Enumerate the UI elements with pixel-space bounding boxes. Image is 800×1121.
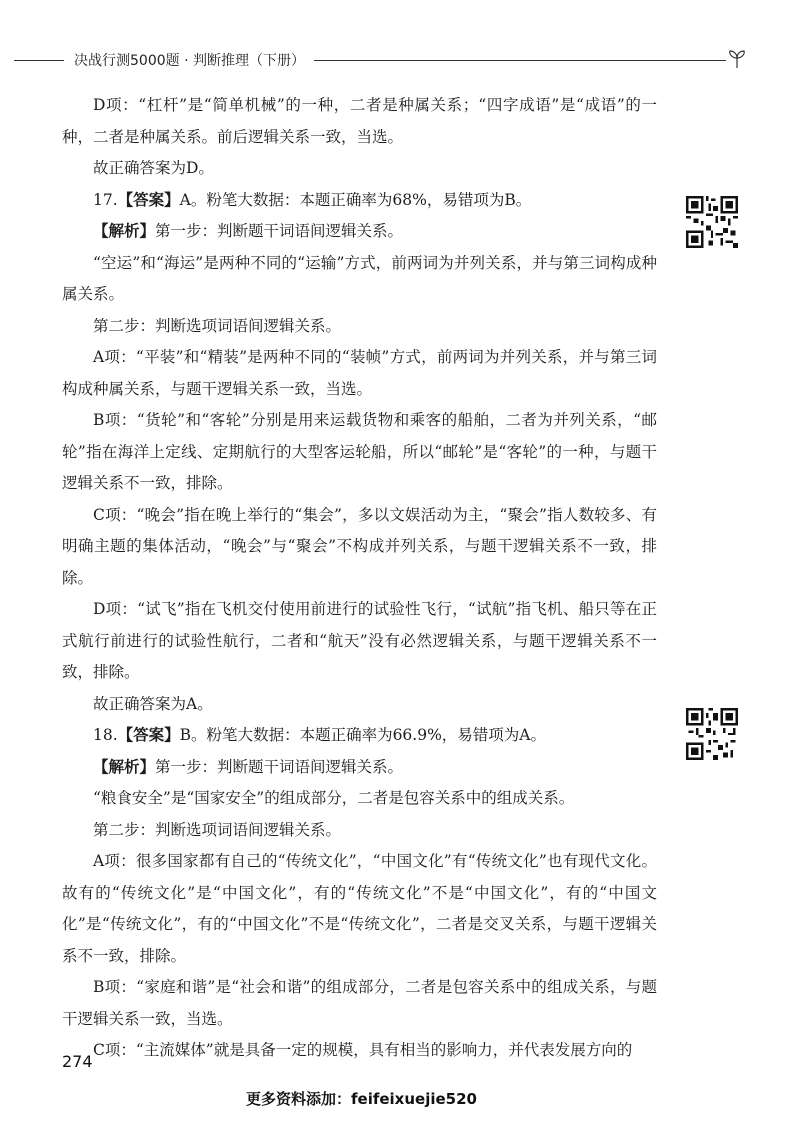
paragraph: “粮食安全”是“国家安全”的组成部分，二者是包容关系中的组成关系。 xyxy=(93,789,575,807)
paragraph: D项：“杠杆”是“简单机械”的一种，二者是种属关系；“四字成语”是“成语”的一种，二者是种属关系。前后逻辑关系一致，当选。 xyxy=(62,96,657,146)
answer-tag: 【答案】 xyxy=(117,190,180,209)
paragraph: 第二步：判断选项词语间逻辑关系。 xyxy=(93,316,342,335)
qr-code-icon[interactable] xyxy=(686,708,738,760)
header-rule-right xyxy=(314,60,726,61)
analysis-text: 第一步：判断题干词语间逻辑关系。 xyxy=(155,757,404,776)
analysis-tag: 【解析】 xyxy=(93,222,156,240)
answer-line-18 xyxy=(62,720,657,752)
answer-tag: 【答案】 xyxy=(117,726,180,744)
paragraph: B项：“家庭和谐”是“社会和谐”的组成部分，二者是包容关系中的组成关系，与题干逻辑关系一致，当选。 xyxy=(62,978,657,1028)
analysis-tag: 【解析】 xyxy=(93,757,156,776)
paragraph: A项：很多国家都有自己的“传统文化”，“中国文化”有“传统文化”也有现代文化。故有的“传统文化”是“中国文化”，有的“传统文化”不是“中国文化”，有的“中国文化”是“传统文化”，有的“中国文化”不是“传统文化”，二者是交叉关系，与题干逻辑关系不一致，排除。 xyxy=(62,852,657,965)
running-title: 决战行测5000题 · 判断推理（下册） xyxy=(74,53,305,69)
analysis-text: 第一步：判断题干词语间逻辑关系。 xyxy=(155,222,404,240)
analysis-line-17 xyxy=(62,216,657,248)
paragraph: A项：“平装”和“精装”是两种不同的“装帧”方式，前两词为并列关系，并与第三词构成种属关系，与题干逻辑关系一致，当选。 xyxy=(62,348,657,398)
question-number: 18. xyxy=(93,726,118,744)
sprout-icon xyxy=(726,48,748,70)
paragraph: “空运”和“海运”是两种不同的“运输”方式，前两词为并列关系，并与第三词构成种属关系。 xyxy=(62,253,657,303)
analysis-line-18 xyxy=(62,752,657,784)
page-number: 274 xyxy=(62,1052,93,1071)
body-text xyxy=(62,90,657,1067)
question-number: 17. xyxy=(93,190,118,209)
qr-code-icon[interactable] xyxy=(686,196,738,248)
paragraph: 第二步：判断选项词语间逻辑关系。 xyxy=(93,820,342,839)
header-rule-left xyxy=(14,60,64,61)
paragraph: C项：“主流媒体”就是具备一定的规模，具有相当的影响力，并代表发展方向的 xyxy=(93,1041,633,1059)
paragraph: C项：“晚会”指在晚上举行的“集会”，多以文娱活动为主，“聚会”指人数较多、有明确主题的集体活动，“晚会”与“聚会”不构成并列关系，与题干逻辑关系不一致，排除。 xyxy=(62,505,657,587)
paragraph: B项：“货轮”和“客轮”分别是用来运载货物和乘客的船舶，二者为并列关系，“邮轮”指在海洋上定线、定期航行的大型客运轮船，所以“邮轮”是“客轮”的一种，与题干逻辑关系不一致，排除。 xyxy=(62,411,657,492)
paragraph: 故正确答案为D。 xyxy=(93,159,214,177)
answer-line-17 xyxy=(62,185,657,217)
page-header xyxy=(14,48,744,72)
answer-text: A。粉笔大数据：本题正确率为68%，易错项为B。 xyxy=(179,190,532,209)
answer-text: B。粉笔大数据：本题正确率为66.9%，易错项为A。 xyxy=(179,726,546,744)
paragraph: D项：“试飞”指在飞机交付使用前进行的试验性飞行，“试航”指飞机、船只等在正式航行前进行的试验性航行，二者和“航天”没有必然逻辑关系，与题干逻辑关系不一致，排除。 xyxy=(62,600,657,681)
footer-note: 更多资料添加：feifeixuejie520 xyxy=(246,1090,477,1108)
paragraph: 故正确答案为A。 xyxy=(93,694,213,713)
